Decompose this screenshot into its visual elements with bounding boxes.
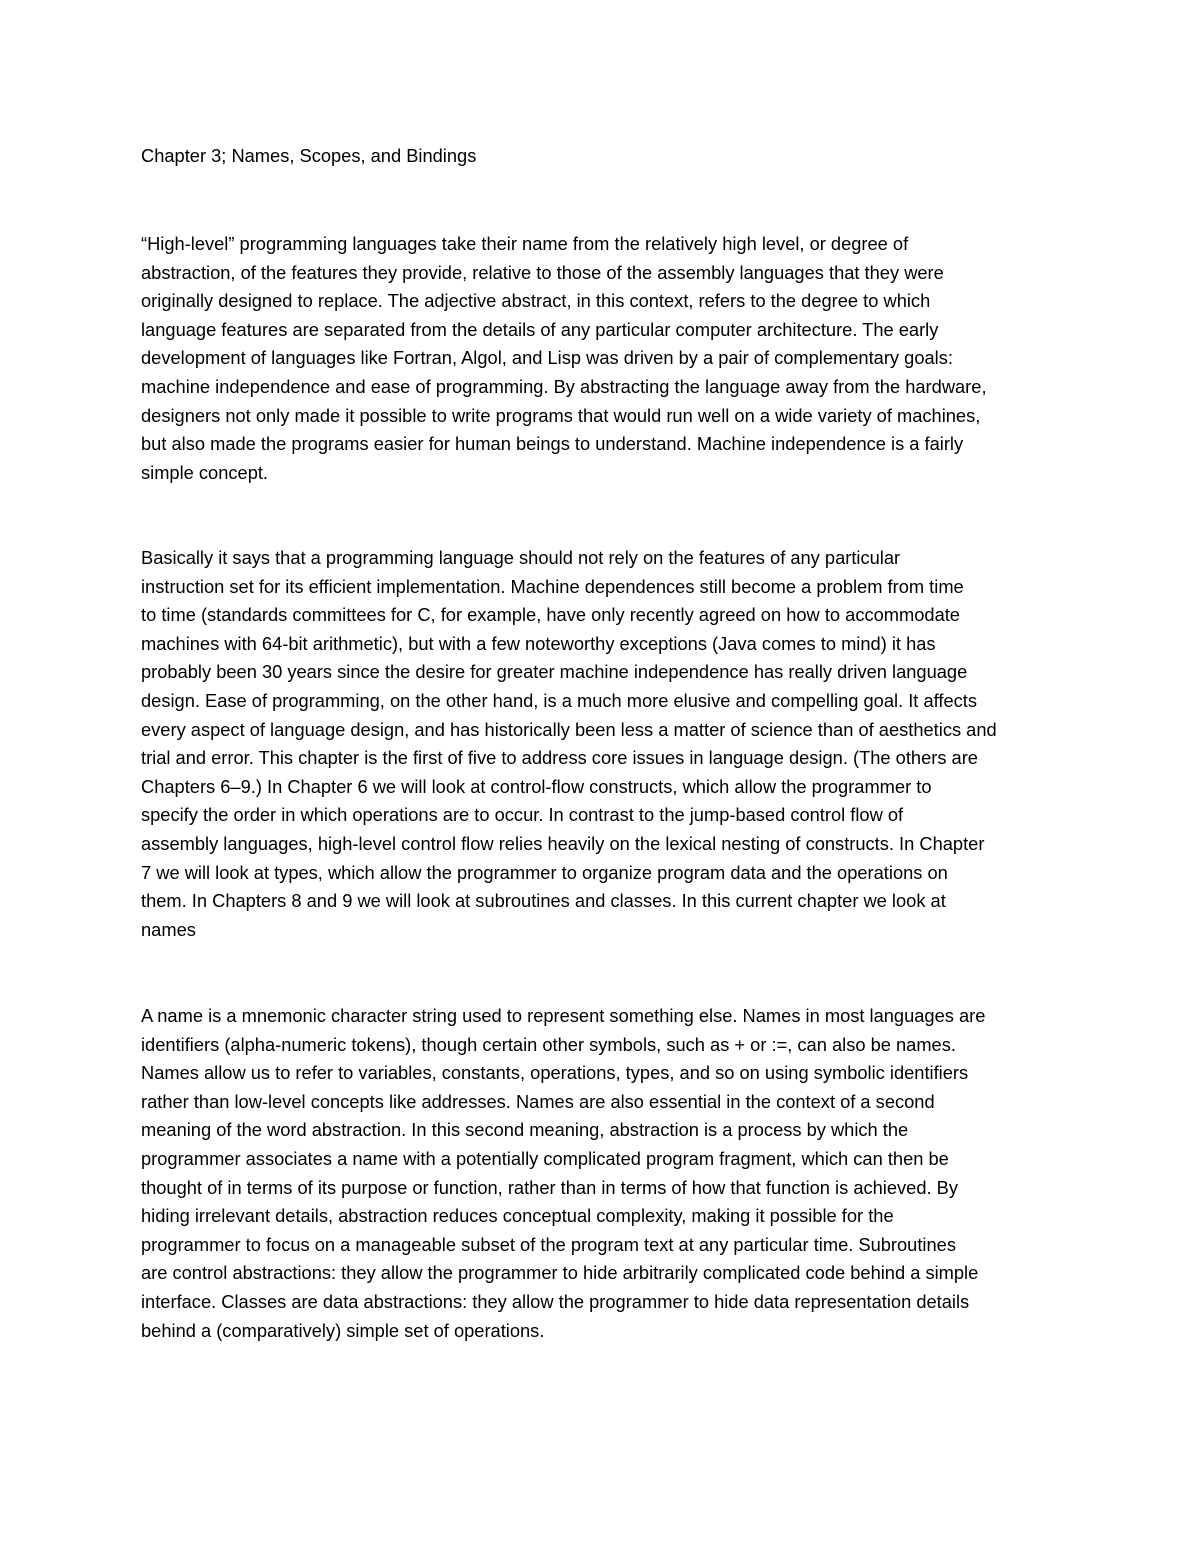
paragraph-machine-independence bbox=[141, 544, 1076, 944]
text-line: programmer associates a name with a potentially complicated program fragment, which can then be bbox=[141, 1147, 949, 1169]
text-line: rather than low-level concepts like addresses. Names are also essential in the context of a second bbox=[141, 1090, 935, 1112]
text-line: are control abstractions: they allow the programmer to hide arbitrarily complicated code behind a simple bbox=[141, 1262, 979, 1284]
text-line: 7 we will look at types, which allow the programmer to organize program data and the operations on bbox=[141, 861, 948, 883]
text-line: “High-level” programming languages take their name from the relatively high level, or degree of bbox=[141, 233, 909, 254]
text-line: Chapters 6–9.) In Chapter 6 we will look at control-flow constructs, which allow the programmer to bbox=[141, 775, 932, 797]
paragraph-high-level-languages bbox=[141, 230, 1076, 487]
text-line: but also made the programs easier for human beings to understand. Machine independence is a fairly bbox=[141, 433, 964, 455]
text-line: to time (standards committees for C, for example, have only recently agreed on how to accommodate bbox=[141, 604, 960, 626]
text-line: abstraction, of the features they provide, relative to those of the assembly languages that they were bbox=[141, 261, 944, 283]
text-line: interface. Classes are data abstractions: they allow the programmer to hide data representation details bbox=[141, 1290, 970, 1312]
text-line: trial and error. This chapter is the first of five to address core issues in language design. (The others are bbox=[141, 747, 978, 769]
text-line: assembly languages, high-level control flow relies heavily on the lexical nesting of constructs. In Chapter bbox=[141, 832, 985, 854]
text-line: them. In Chapters 8 and 9 we will look at subroutines and classes. In this current chapter we look at bbox=[141, 890, 946, 912]
text-line: programmer to focus on a manageable subset of the program text at any particular time. Subroutines bbox=[141, 1233, 956, 1255]
text-line: design. Ease of programming, on the other hand, is a much more elusive and compelling goal. It affects bbox=[141, 689, 977, 711]
text-line: development of languages like Fortran, Algol, and Lisp was driven by a pair of complementary goals: bbox=[141, 347, 953, 369]
text-line: behind a (comparatively) simple set of operations. bbox=[141, 1319, 545, 1341]
text-line: A name is a mnemonic character string used to represent something else. Names in most languages are bbox=[141, 1005, 986, 1026]
text-line: Basically it says that a programming language should not rely on the features of any particular bbox=[141, 547, 901, 568]
text-line: designers not only made it possible to write programs that would run well on a wide variety of machines, bbox=[141, 404, 981, 426]
text-line: Names allow us to refer to variables, constants, operations, types, and so on using symbolic identifiers bbox=[141, 1062, 969, 1084]
text-line: probably been 30 years since the desire for greater machine independence has really driven language bbox=[141, 661, 968, 683]
paragraph-names bbox=[141, 1002, 1076, 1345]
text-line: identifiers (alpha-numeric tokens), though certain other symbols, such as + or :=, can also be names. bbox=[141, 1033, 956, 1055]
text-line: machine independence and ease of programming. By abstracting the language away from the hardware, bbox=[141, 375, 987, 397]
text-line: language features are separated from the details of any particular computer architecture. The early bbox=[141, 318, 939, 340]
text-line: machines with 64-bit arithmetic), but with a few noteworthy exceptions (Java comes to mind) it has bbox=[141, 632, 936, 654]
text-line: thought of in terms of its purpose or function, rather than in terms of how that function is achieved. By bbox=[141, 1176, 958, 1198]
text-line: originally designed to replace. The adjective abstract, in this context, refers to the degree to which bbox=[141, 290, 931, 312]
text-line: simple concept. bbox=[141, 461, 269, 483]
text-line: names bbox=[141, 918, 196, 940]
text-line: specify the order in which operations are to occur. In contrast to the jump-based control flow of bbox=[141, 804, 904, 826]
text-line: meaning of the word abstraction. In this second meaning, abstraction is a process by which the bbox=[141, 1119, 909, 1141]
text-line: every aspect of language design, and has historically been less a matter of science than of aesthetics and bbox=[141, 718, 997, 740]
text-line: hiding irrelevant details, abstraction reduces conceptual complexity, making it possible for the bbox=[141, 1205, 894, 1227]
text-line: instruction set for its efficient implementation. Machine dependences still become a problem from time bbox=[141, 575, 964, 597]
chapter-title: Chapter 3; Names, Scopes, and Bindings bbox=[141, 145, 477, 166]
